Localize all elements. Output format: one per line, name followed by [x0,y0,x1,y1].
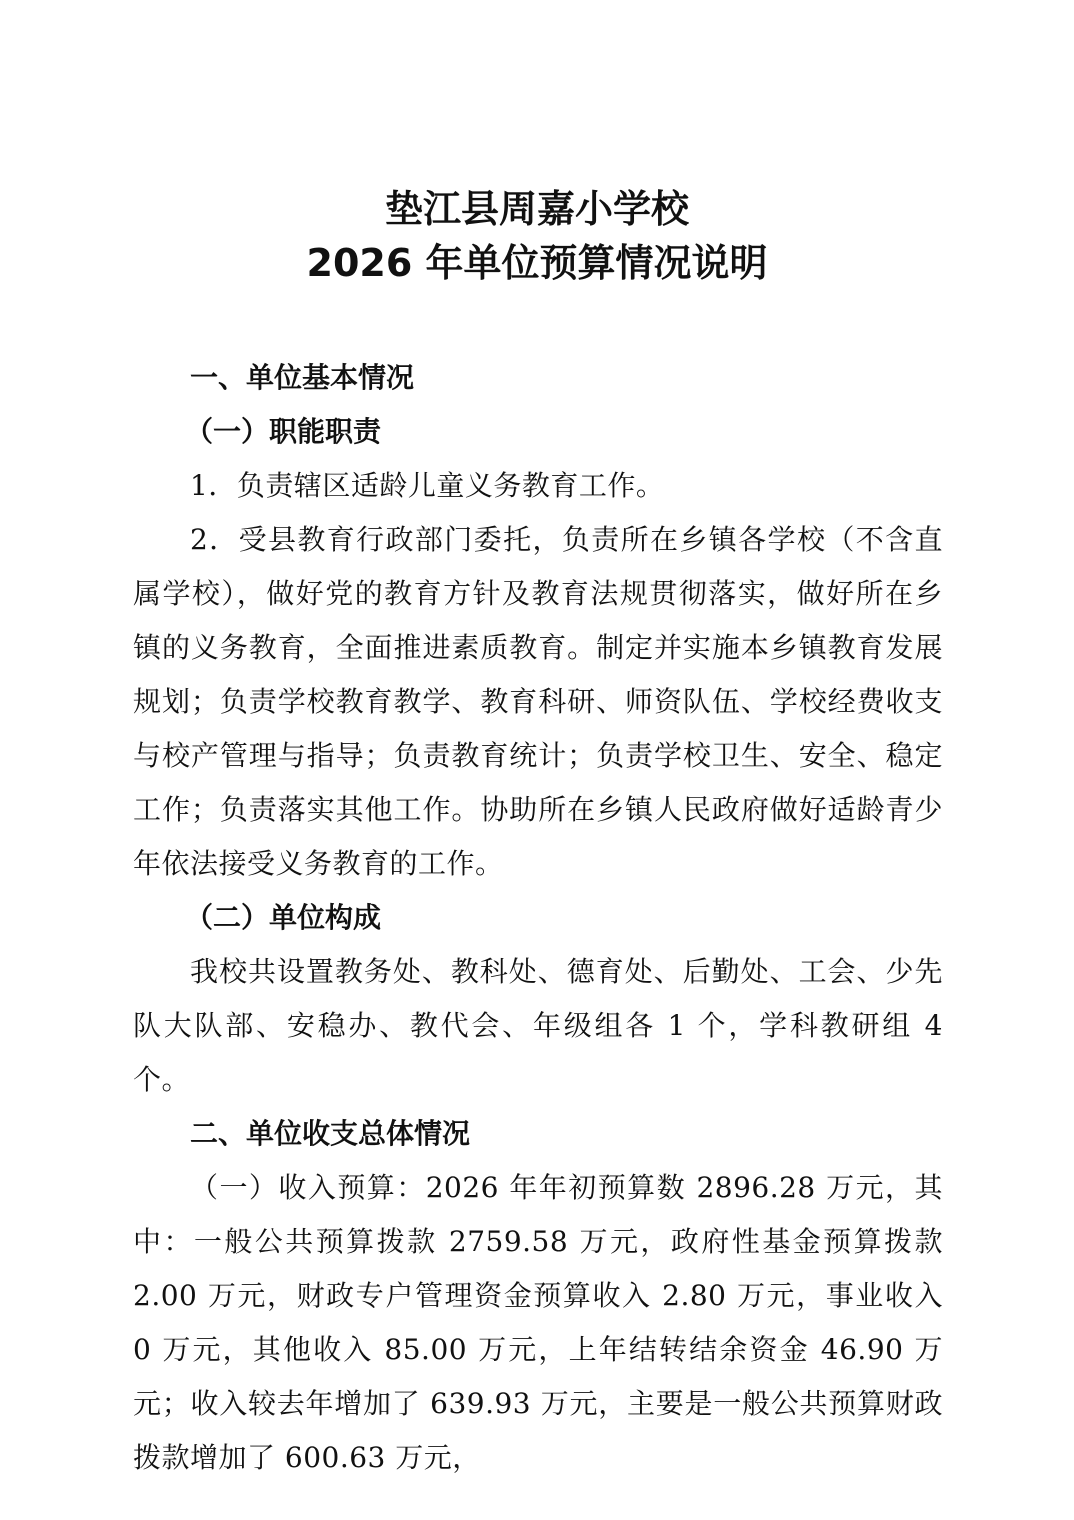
paragraph-duty-1: 1．负责辖区适龄儿童义务教育工作。 [190,469,665,502]
paragraph-revenue-budget: （一）收入预算：2026 年年初预算数 2896.28 万元，其中：一般公共预算拨款 2759.58 万元，政府性基金预算拨款 2.00 万元，财政专户管理资金预算收入 2.80 万元，事业收入 0 万元，其他收入 85.00 万元，上年结转结余资金 46.90 万元；收入较去年增加了 639.93 万元，主要是一般公共预算财政拨款增加了 600.63 万元， [133,1171,943,1474]
paragraph-duty-2: 2．受县教育行政部门委托，负责所在乡镇各学校（不含直属学校），做好党的教育方针及教育法规贯彻落实，做好所在乡镇的义务教育，全面推进素质教育。制定并实施本乡镇教育发展规划；负责学校教育教学、教育科研、师资队伍、学校经费收支与校产管理与指导；负责教育统计；负责学校卫生、安全、稳定工作；负责落实其他工作。协助所在乡镇人民政府做好适龄青少年依法接受义务教育的工作。 [133,523,943,880]
subsection-heading-duties: （一）职能职责 [185,415,382,448]
paragraph-composition: 我校共设置教务处、教科处、德育处、后勤处、工会、少先队大队部、安稳办、教代会、年级组各 1 个，学科教研组 4 个。 [133,955,943,1096]
document-title-line2: 2026 年单位预算情况说明 [306,241,768,285]
document-body [133,351,943,1485]
section-heading-revenue-expenditure: 二、单位收支总体情况 [190,1117,471,1150]
section-heading-basic-info: 一、单位基本情况 [190,361,415,394]
document-title-line1: 垫江县周嘉小学校 [384,187,689,231]
subsection-heading-composition: （二）单位构成 [185,901,382,934]
